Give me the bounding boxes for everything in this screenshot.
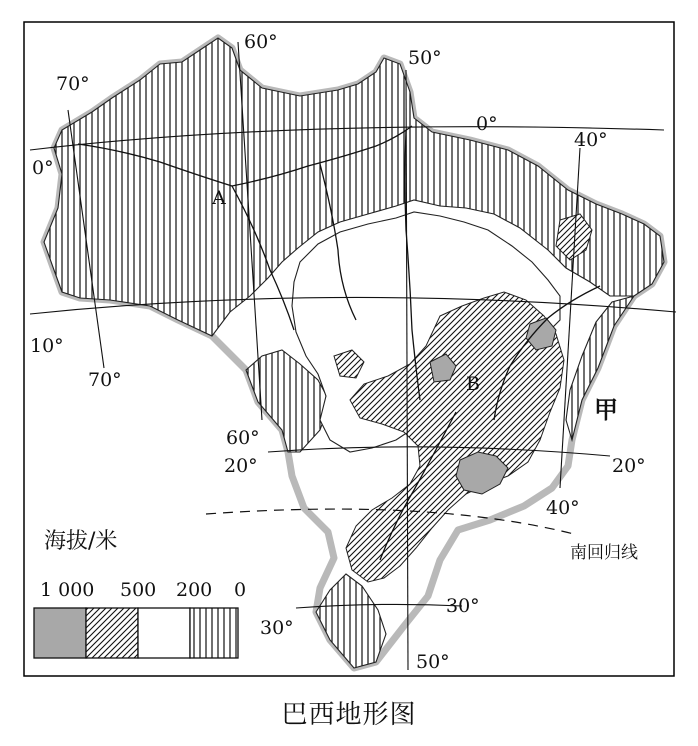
label-lon-50-top: 50° [408,47,442,69]
label-lat-0-right: 0° [476,113,498,135]
label-lon-70-top: 70° [56,73,90,95]
tropic-label: 南回归线 [570,543,638,563]
label-lat-20-right: 20° [612,455,646,477]
legend-threshold-200: 200 [176,579,213,601]
point-label-jia: 甲 [594,396,618,424]
lowland-south-coast [316,574,386,668]
legend-swatch-above-1000 [34,608,86,658]
label-lon-40-bottom: 40° [546,497,580,519]
label-lon-40-top: 40° [574,129,608,151]
legend-swatch-500-1000 [86,608,138,658]
legend-threshold-0: 0 [234,579,247,601]
legend-threshold-1000: 1 000 [40,579,95,601]
label-lat-20-left: 20° [224,455,258,477]
label-lat-30-right: 30° [446,595,480,617]
map-title: 巴西地形图 [281,700,417,730]
legend-swatch-200-500 [138,608,190,658]
label-lat-0-left: 0° [32,157,54,179]
legend-heading: 海拔/米 [44,529,118,554]
label-lon-70-bottom: 70° [88,369,122,391]
point-label-b: B [466,373,480,395]
label-lon-50-bottom: 50° [416,651,450,673]
legend-swatch-0-200 [190,608,238,658]
legend [34,529,246,658]
point-label-a: A [212,187,226,209]
label-lon-60-bottom: 60° [226,427,260,449]
label-lat-10-left: 10° [30,335,64,357]
label-lon-60-top: 60° [244,31,278,53]
legend-threshold-500: 500 [120,579,157,601]
label-lat-30-left: 30° [260,617,294,639]
